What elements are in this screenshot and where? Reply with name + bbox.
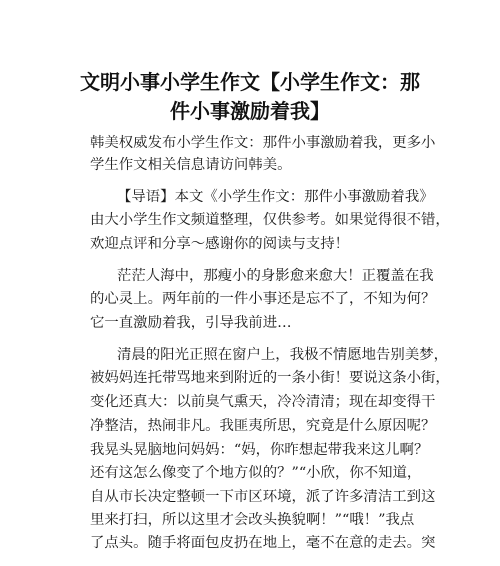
body-line-guide-1: 【导语】本文《小学生作文：那件小事激励着我》 [117, 189, 434, 205]
body-line-intro-2: 学生作文相关信息请访问韩美。 [90, 157, 292, 173]
body-line-para1-2: 的心灵上。两年前的一件小事还是忘不了，不知为何？ [90, 291, 436, 307]
body-line-guide-3: 欢迎点评和分享～感谢你的阅读与支持！ [90, 236, 350, 252]
body-line-para1-1: 茫茫人海中，那瘦小的身影愈来愈大！正覆盖在我 [117, 268, 434, 284]
body-line-para2-5: 我晃头晃脑地问妈妈：“妈，你昨想起带我来这儿啊？ [90, 442, 429, 458]
document-title-line-1: 文明小事小学生作文【小学生作文：那 [80, 70, 420, 94]
body-line-para2-9: 了点头。随手将面包皮扔在地上，毫不在意的走去。突 [90, 535, 436, 551]
body-line-para2-6: 还有这怎么像变了个地方似的？”“小欣，你不知道， [90, 465, 422, 481]
body-line-para2-4: 净整洁，热闹非凡。我匪夷所思，究竟是什么原因呢？ [90, 418, 436, 434]
body-line-intro-1: 韩美权威发布小学生作文：那件小事激励着我，更多小 [90, 135, 436, 151]
body-line-para2-1: 清晨的阳光正照在窗户上，我极不情愿地告别美梦， [117, 347, 448, 363]
document-title-line-2: 件小事激励着我】 [170, 99, 330, 123]
body-line-guide-2: 由大小学生作文频道整理，仅供参考。如果觉得很不错， [90, 212, 450, 228]
body-line-para2-3: 变化还真大：以前臭气熏天，冷冷清清；现在却变得干 [90, 394, 436, 410]
body-line-para2-8: 里来打扫，所以这里才会改头换貌啊！”“哦！”我点 [90, 512, 415, 528]
body-line-para2-2: 被妈妈连托带骂地来到附近的一条小街！要说这条小街， [90, 370, 450, 386]
body-line-para2-7: 自从市长决定整顿一下市区环境，派了许多清洁工到这 [90, 489, 436, 505]
body-line-para1-3: 它一直激励着我，引导我前进… [90, 315, 292, 331]
